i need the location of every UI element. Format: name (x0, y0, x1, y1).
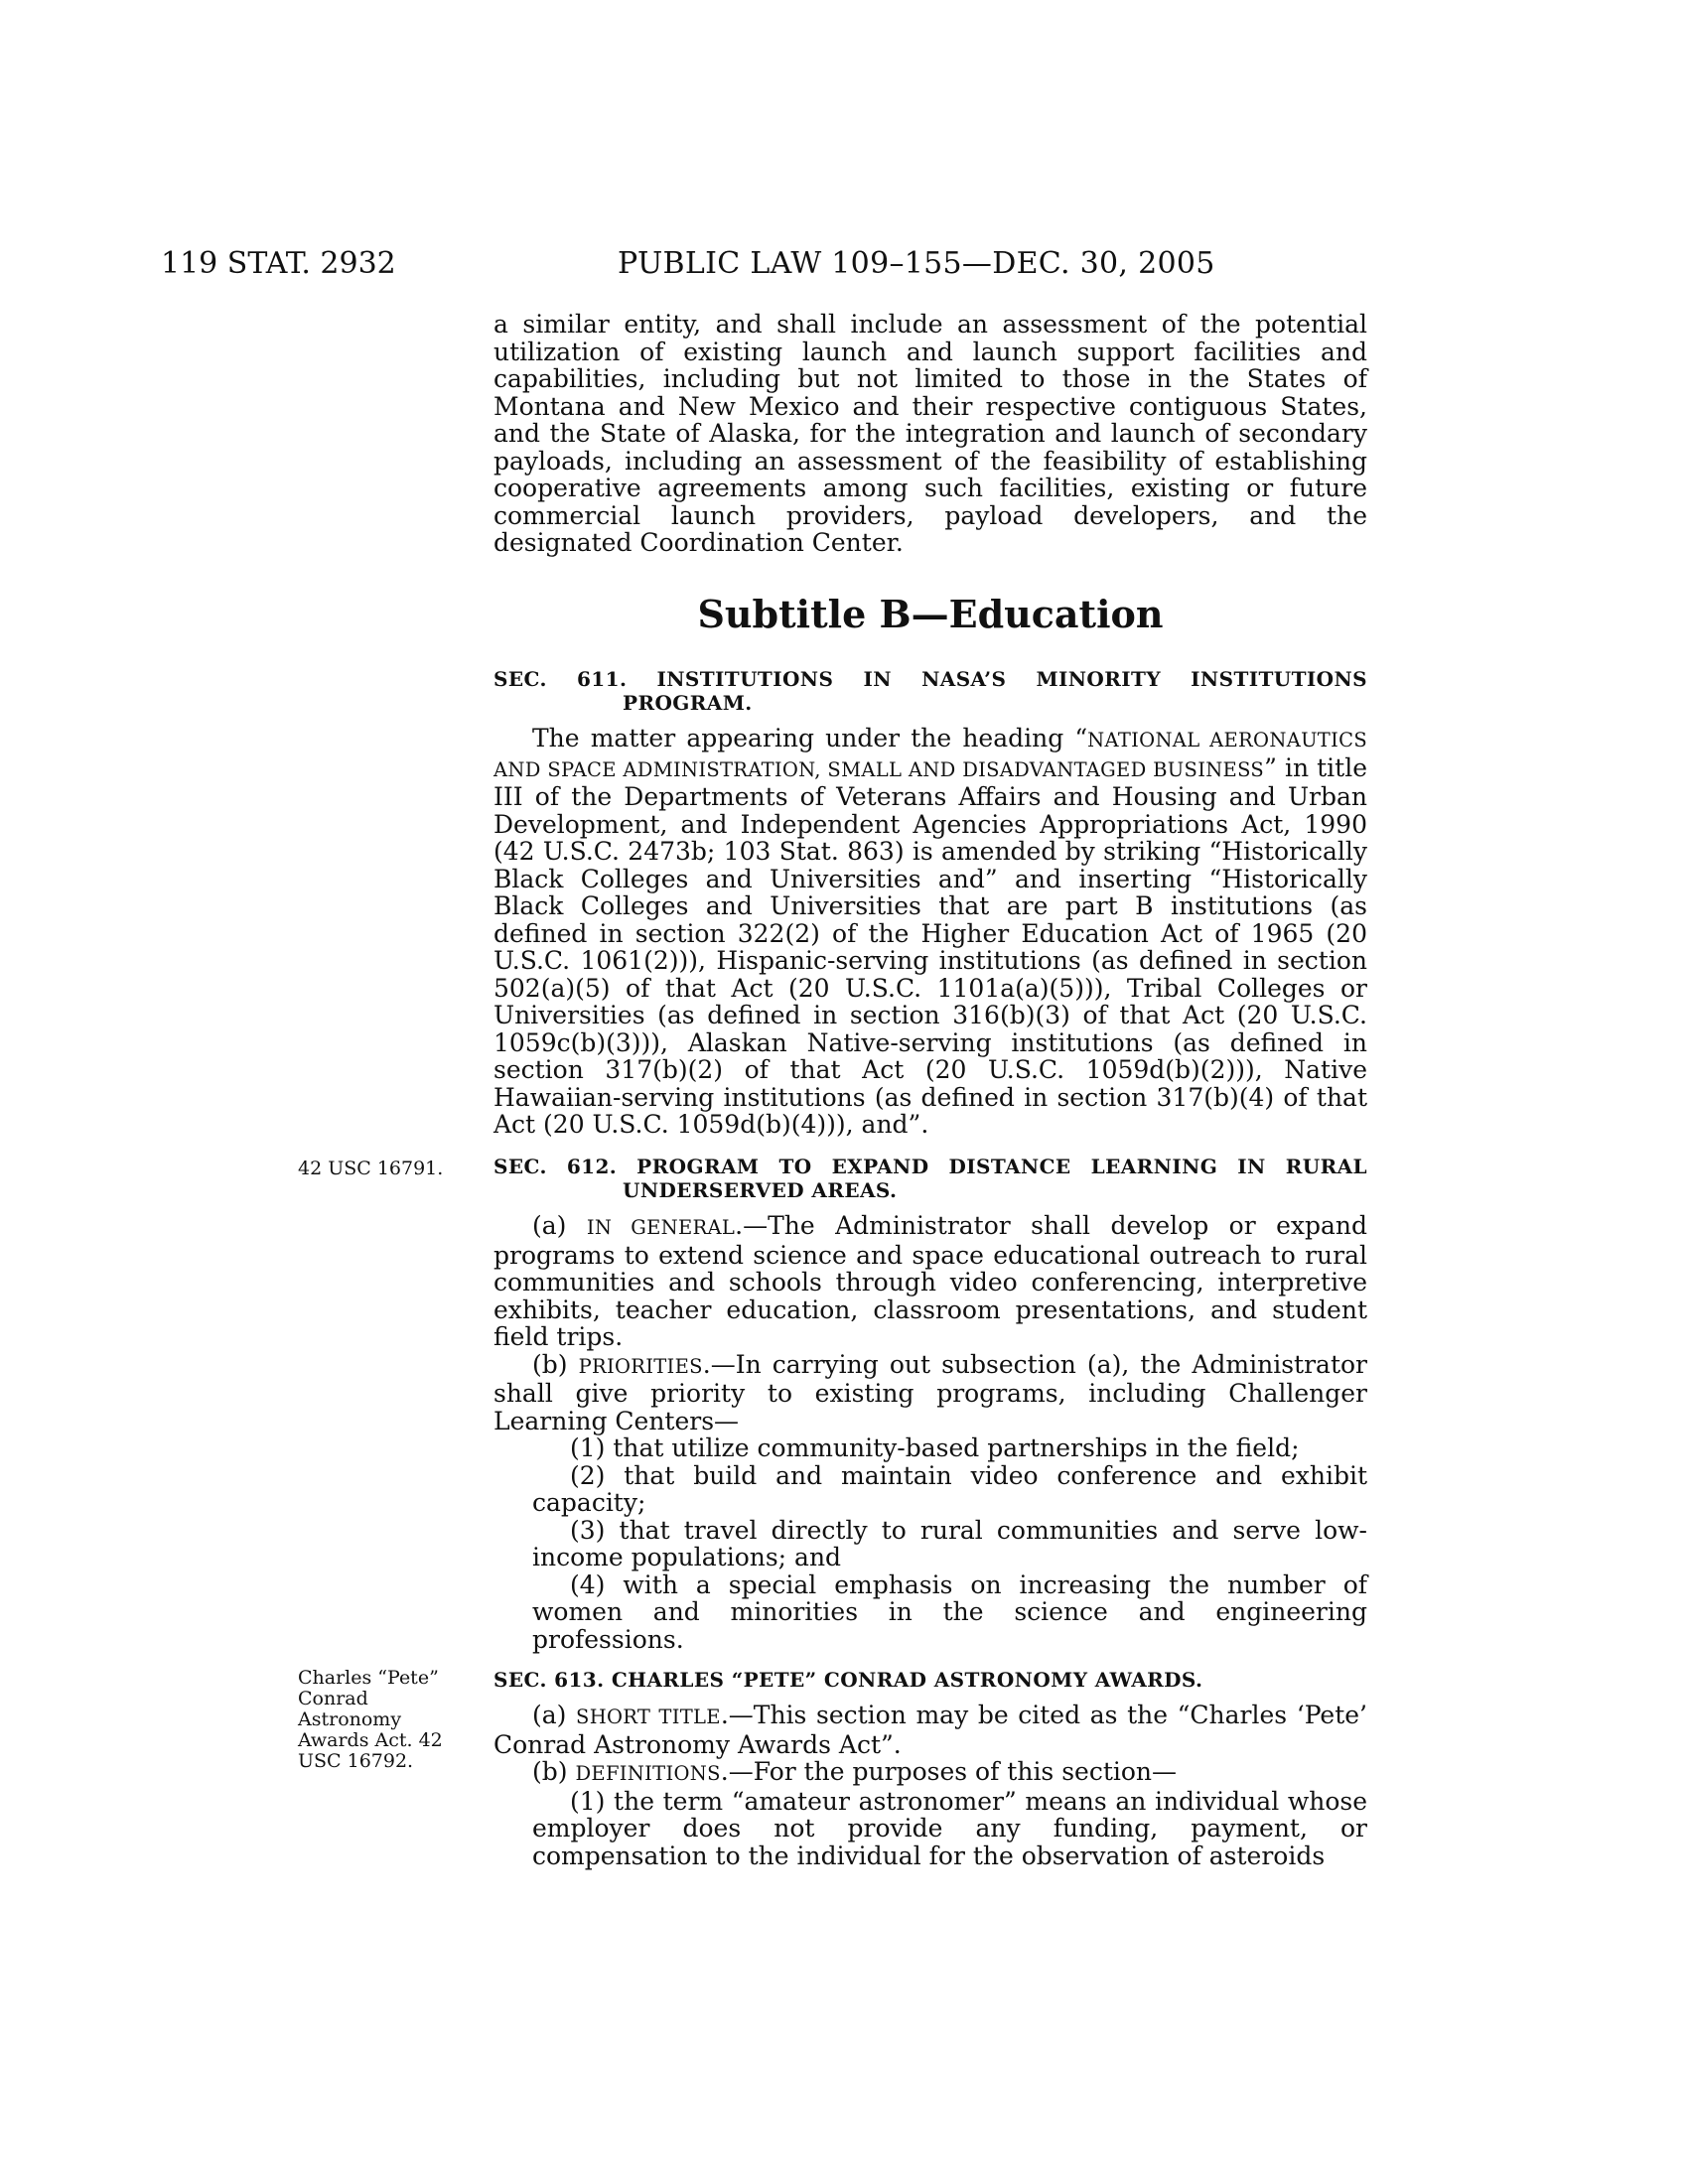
section-612-heading: SEC. 612. PROGRAM TO EXPAND DISTANCE LEARNING IN RURAL UNDERSERVED AREAS. (493, 1155, 1367, 1202)
subsection-b-caption: DEFINITIONS (575, 1762, 721, 1785)
subsection-a-label: (a) (532, 1701, 577, 1729)
subsection-a-caption: IN GENERAL (586, 1216, 736, 1239)
priority-item: (1) that utilize community-based partnerships in the field; (570, 1433, 1300, 1462)
subsection-b-text: .—In carrying out subsection (a), the Administrator shall give priority to existing programs, including Challenger Learning Centers— (493, 1349, 1367, 1435)
section-611 (493, 667, 1367, 1139)
definition-item: (1) the term “amateur astronomer” means an individual whose employer does not provide any funding, payment, or compensation to the individual for the observation of asteroids (532, 1786, 1367, 1870)
running-header (161, 244, 1233, 284)
intro-paragraph-block (493, 311, 1367, 557)
subsection-a-text: .—The Administrator shall develop or expand programs to extend science and space educational outreach to rural communities and schools through video conferencing, interpretive exhibits, teacher education, classroom presentations, and student field trips. (493, 1211, 1367, 1351)
subsection-b-caption: PRIORITIES (578, 1354, 703, 1378)
section-613-subsection-b (493, 1758, 1367, 1788)
subsection-a-caption: SHORT TITLE (576, 1706, 721, 1728)
intro-paragraph: a similar entity, and shall include an assessment of the potential utilization of existing launch and launch support facilities and capabilities, including but not limited to those in the States of Montana and New Mexico and their respective contiguous States, and the State of Alaska, for the integration and launch of secondary payloads, including an assessment of the feasibility of establishing cooperative agreements among such facilities, existing or future commercial launch providers, payload developers, and the designated Coordination Center. (493, 310, 1367, 557)
section-612-subsection-b (493, 1351, 1367, 1435)
section-613-subsection-a (493, 1702, 1367, 1758)
public-law-citation: PUBLIC LAW 109–155—DEC. 30, 2005 (618, 246, 1215, 281)
priority-item: (4) with a special emphasis on increasing the number of women and minorities in the science and engineering professions. (532, 1570, 1367, 1654)
subtitle-heading: Subtitle B—Education (697, 592, 1164, 636)
subsection-b-label: (b) (532, 1757, 576, 1786)
subsection-a-label: (a) (532, 1211, 587, 1240)
section-613 (493, 1668, 1367, 1869)
section-611-heading: SEC. 611. INSTITUTIONS IN NASA’S MINORITY INSTITUTIONS PROGRAM. (493, 667, 1367, 715)
subsection-b-text: .—For the purposes of this section— (720, 1757, 1178, 1786)
subsection-b-label: (b) (532, 1349, 579, 1379)
section-611-text-rest: ” in title III of the Departments of Veterans Affairs and Housing and Urban Development, and Independent Agencies Appropriations Act, 1990 (42 U.S.C. 2473b; 103 Stat. 863) is amended by striking “Historically Black Colleges and Universities and” and inserting “Historically Black Colleges and Universities that are part B institutions (as defined in section 322(2) of the Higher Education Act of 1965 (20 U.S.C. 1061(2))), Hispanic-serving institutions (as defined in section 502(a)(5) of that Act (20 U.S.C. 1101a(a)(5))), Tribal Colleges or Universities (as defined in section 316(b)(3) of that Act (20 U.S.C. 1059c(b)(3))), Alaskan Native-serving institutions (as defined in section 317(b)(2) of that Act (20 U.S.C. 1059d(b)(2))), Native Hawaiian-serving institutions (as defined in section 317(b)(4) of that Act (20 U.S.C. 1059d(b)(4))), and”. (493, 752, 1368, 1139)
section-612 (493, 1155, 1367, 1653)
section-612-subsection-a (493, 1212, 1367, 1351)
statute-page-number: 119 STAT. 2932 (161, 246, 396, 281)
section-611-heading-reference: NATIONAL AERONAUTICS AND SPACE ADMINISTRATION, SMALL AND DISADVANTAGED BUSINESS (493, 729, 1367, 781)
subsection-a-text: .—This section may be cited as the “Charles ‘Pete’ Conrad Astronomy Awards Act”. (493, 1701, 1367, 1759)
section-613-sidenote: Charles “Pete” Conrad Astronomy Awards Act. 42 USC 16792. (298, 1667, 443, 1772)
section-613-heading: SEC. 613. CHARLES “PETE” CONRAD ASTRONOMY AWARDS. (493, 1668, 1203, 1692)
section-611-text-start: The matter appearing under the heading “ (532, 724, 1088, 752)
section-612-sidenote: 42 USC 16791. (298, 1158, 444, 1179)
priority-item: (3) that travel directly to rural communities and serve low-income populations; and (532, 1515, 1367, 1571)
section-611-text (493, 725, 1367, 1139)
priority-item: (2) that build and maintain video conference and exhibit capacity; (532, 1460, 1367, 1517)
